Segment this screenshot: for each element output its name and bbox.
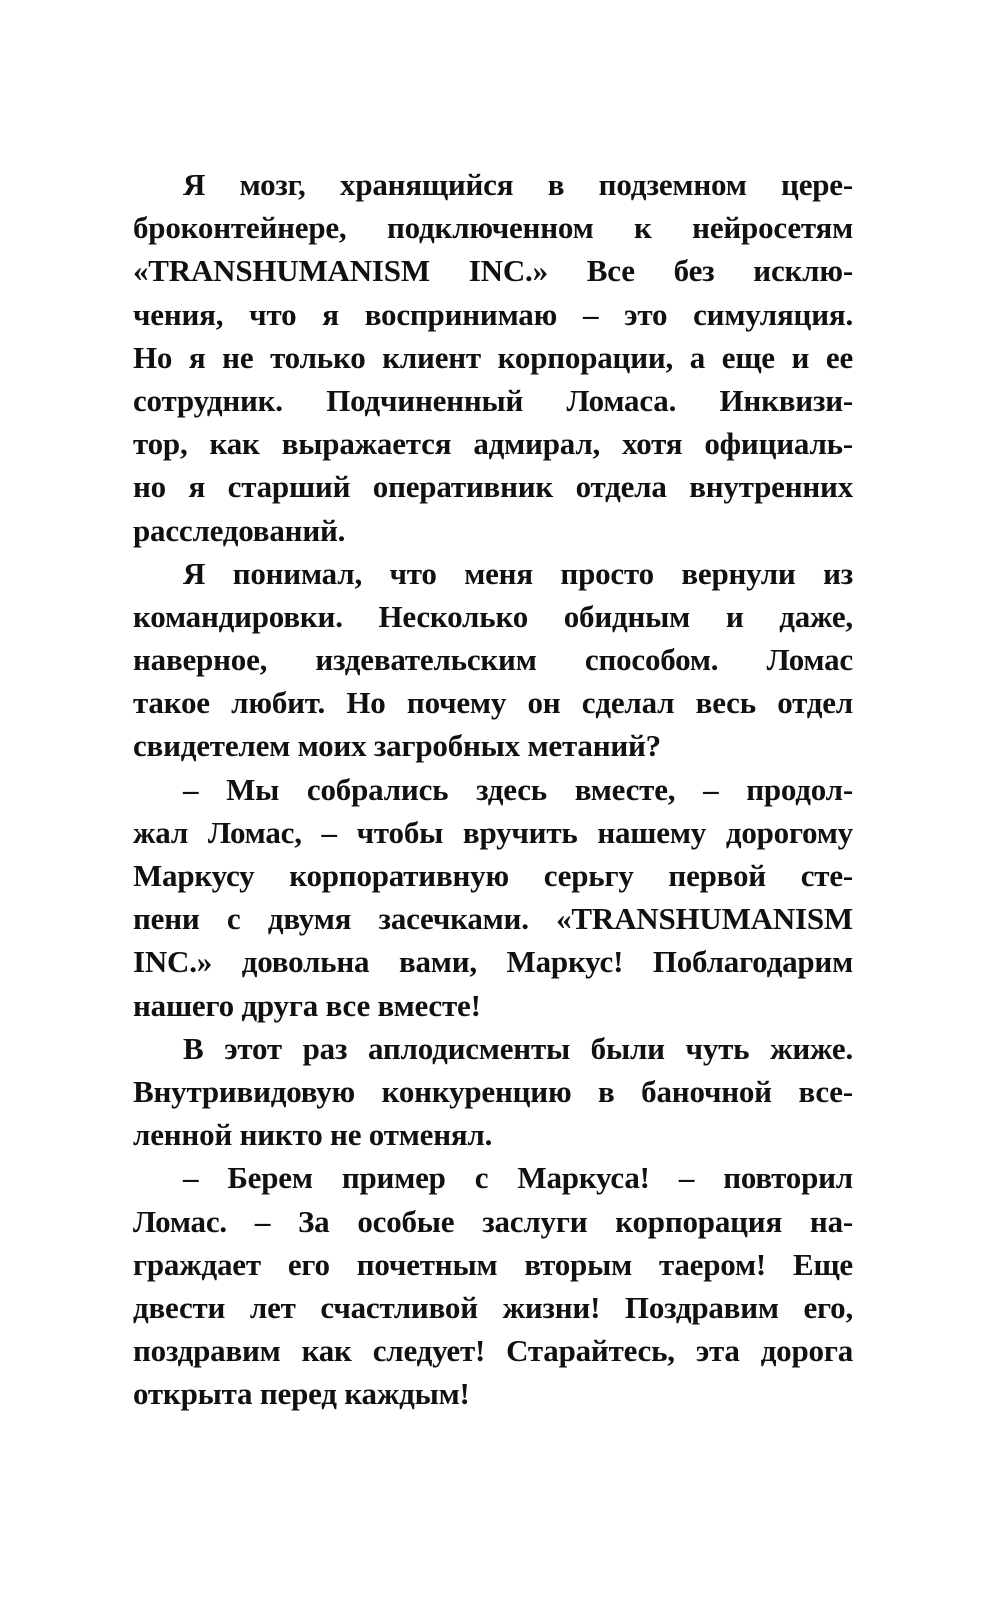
paragraph-line: граждает его почетным вторым таером! Еще bbox=[133, 1246, 853, 1282]
paragraph-line: тор, как выражается адмирал, хотя официаль- bbox=[133, 426, 853, 462]
paragraph-line: INC.» довольна вами, Маркус! Поблагодарим bbox=[133, 944, 853, 980]
paragraph bbox=[133, 1156, 853, 1415]
paragraph-line: поздравим как следует! Старайтесь, эта дорога bbox=[133, 1333, 853, 1369]
paragraph-line: Я понимал, что меня просто вернули из bbox=[183, 555, 853, 591]
paragraph bbox=[133, 1027, 853, 1157]
paragraph-line: броконтейнере, подключенном к нейросетям bbox=[133, 210, 853, 246]
paragraph-line: Но я не только клиент корпорации, а еще и ее bbox=[133, 339, 853, 375]
paragraph bbox=[133, 163, 853, 552]
paragraph-line: Ломас. – За особые заслуги корпорация на- bbox=[133, 1203, 853, 1239]
paragraph-line: командировки. Несколько обидным и даже, bbox=[133, 598, 853, 634]
paragraph bbox=[133, 552, 853, 768]
paragraph-line: В этот раз аплодисменты были чуть жиже. bbox=[183, 1030, 853, 1066]
paragraph bbox=[133, 768, 853, 1027]
paragraph-line: сотрудник. Подчиненный Ломаса. Инквизи- bbox=[133, 382, 853, 418]
paragraph-line: двести лет счастливой жизни! Поздравим его, bbox=[133, 1289, 853, 1325]
paragraph-line: чения, что я воспринимаю – это симуляция. bbox=[133, 296, 853, 332]
paragraph-line: расследований. bbox=[133, 512, 346, 548]
paragraph-line: – Берем пример с Маркуса! – повторил bbox=[183, 1160, 853, 1196]
paragraph-line: но я старший оперативник отдела внутренних bbox=[133, 469, 853, 505]
paragraph-line: пени с двумя засечками. «TRANSHUMANISM bbox=[133, 901, 853, 937]
paragraph-line: открыта перед каждым! bbox=[133, 1376, 470, 1412]
paragraph-line: Я мозг, хранящийся в подземном цере- bbox=[183, 167, 853, 202]
paragraph-line: ленной никто не отменял. bbox=[133, 1117, 493, 1153]
paragraph-line: Маркусу корпоративную серьгу первой сте- bbox=[133, 858, 853, 893]
paragraph-line: жал Ломас, – чтобы вручить нашему дорогому bbox=[133, 814, 853, 850]
body-text bbox=[133, 163, 853, 1415]
paragraph-line: наверное, издевательским способом. Ломас bbox=[133, 642, 853, 678]
paragraph-line: «TRANSHUMANISM INC.» Все без исклю- bbox=[133, 253, 853, 289]
paragraph-line: свидетелем моих загробных метаний? bbox=[133, 728, 661, 764]
paragraph-line: нашего друга все вместе! bbox=[133, 987, 481, 1023]
paragraph-line: – Мы собрались здесь вместе, – продол- bbox=[183, 771, 853, 807]
paragraph-line: такое любит. Но почему он сделал весь отдел bbox=[133, 685, 853, 721]
paragraph-line: Внутривидовую конкуренцию в баночной все- bbox=[133, 1073, 853, 1109]
